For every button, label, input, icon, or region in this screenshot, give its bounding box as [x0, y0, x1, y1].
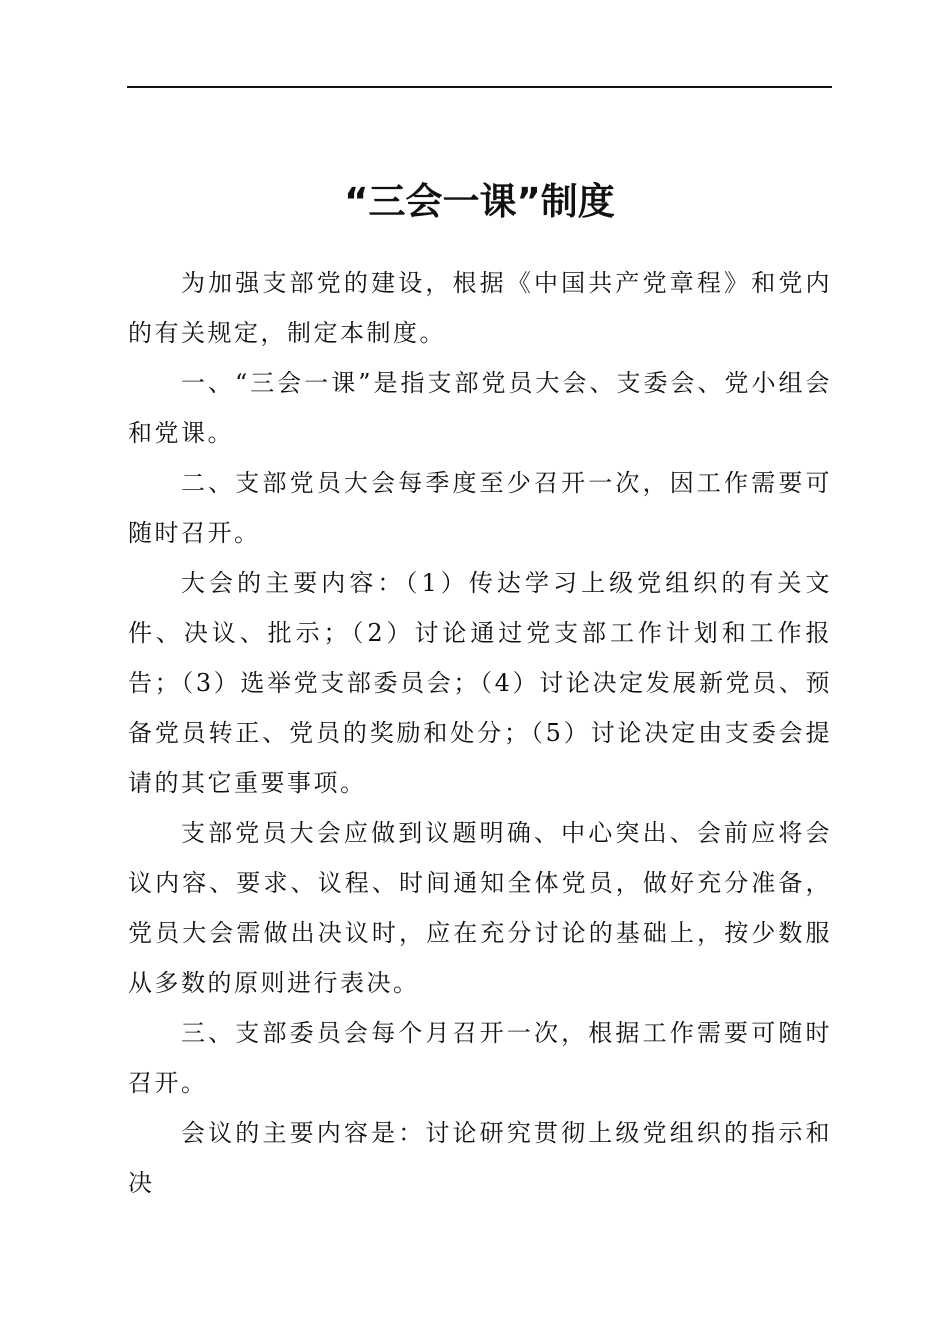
paragraph-general-meeting-content: 大会的主要内容：（1）传达学习上级党组织的有关文件、决议、批示；（2）讨论通过党支部工作计划和工作报告；（3）选举党支部委员会；（4）讨论决定发展新党员、预备党员转正、党员的奖励和处分；（5）讨论决定由支委会提请的其它重要事项。: [128, 569, 832, 797]
header-rule: [127, 86, 832, 88]
paragraph-general-meeting-requirements: 支部党员大会应做到议题明确、中心突出、会前应将会议内容、要求、议程、时间通知全体党员，做好充分准备，党员大会需做出决议时，应在充分讨论的基础上，按少数服从多数的原则进行表决。: [128, 819, 832, 997]
paragraph-intro: 为加强支部党的建设，根据《中国共产党章程》和党内的有关规定，制定本制度。: [128, 269, 832, 347]
paragraph-committee-meeting-content: 会议的主要内容是：讨论研究贯彻上级党组织的指示和决: [128, 1119, 832, 1197]
paragraph-section-3: 三、支部委员会每个月召开一次，根据工作需要可随时召开。: [128, 1019, 832, 1097]
document-body: [128, 258, 832, 1208]
paragraph-section-2: 二、支部党员大会每季度至少召开一次，因工作需要可随时召开。: [128, 469, 832, 547]
document-title: “三会一课”制度: [344, 180, 615, 223]
paragraph-section-1: 一、“三会一课”是指支部党员大会、支委会、党小组会和党课。: [128, 369, 832, 447]
